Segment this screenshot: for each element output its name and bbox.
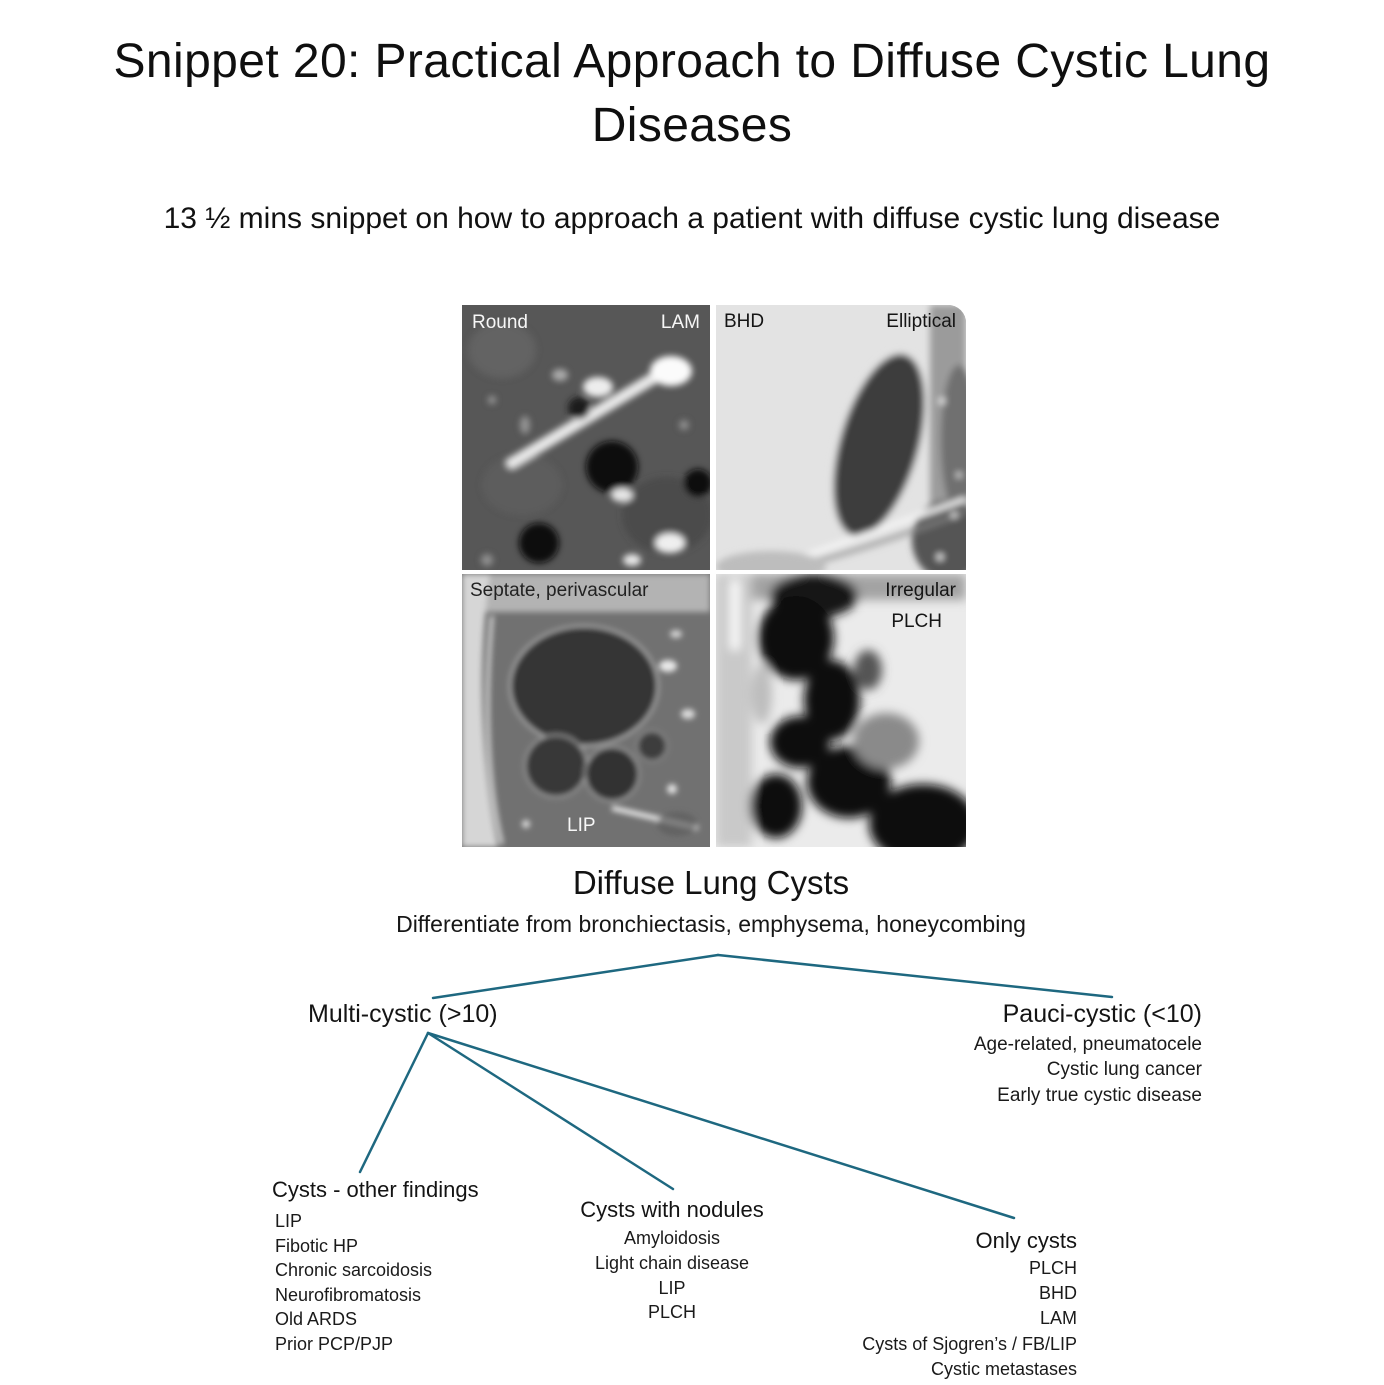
- other-findings-item: Chronic sarcoidosis: [275, 1260, 433, 1281]
- ct-label-elliptical: Elliptical: [886, 311, 956, 332]
- tree-line-to-other-findings: [360, 1033, 428, 1172]
- ct-panel-round-lam: [462, 305, 710, 570]
- ct-image-lip: [462, 574, 710, 847]
- ct-label-bhd: BHD: [724, 311, 765, 332]
- ct-label-round: Round: [472, 312, 528, 333]
- tree-line-to-cysts-with-nodules: [428, 1033, 673, 1189]
- only-cysts-item: LAM: [1039, 1308, 1077, 1329]
- cysts-with-nodules-items: [512, 1226, 832, 1325]
- cysts-with-nodules-item: LIP: [658, 1277, 686, 1298]
- branch-multicystic-label: Multi-cystic (>10): [308, 1000, 498, 1028]
- diagram-subtitle: Differentiate from bronchiectasis, emphysema, honeycombing: [396, 911, 1026, 937]
- only-cysts-item: Cystic metastases: [930, 1358, 1077, 1379]
- only-cysts-heading: Only cysts: [975, 1228, 1077, 1253]
- tree-line-to-multicystic: [433, 955, 718, 998]
- paucicystic-item: Cystic lung cancer: [1046, 1059, 1202, 1081]
- tree-line-to-paucicystic: [718, 955, 1112, 997]
- diagram-title: Diffuse Lung Cysts: [572, 864, 850, 901]
- ct-label-septate-perivascular: Septate, perivascular: [470, 580, 649, 601]
- other-findings-item: Old ARDS: [275, 1309, 358, 1330]
- only-cysts-items: [862, 1256, 1077, 1382]
- cysts-with-nodules-item: Light chain disease: [594, 1252, 750, 1273]
- ct-label-plch: PLCH: [891, 611, 942, 632]
- page-subtitle: 13 ½ mins snippet on how to approach a patient with diffuse cystic lung disease: [163, 202, 1221, 235]
- other-findings-item: Prior PCP/PJP: [275, 1333, 394, 1354]
- cysts-with-nodules-item: Amyloidosis: [623, 1228, 721, 1248]
- only-cysts-item: PLCH: [1028, 1258, 1077, 1278]
- only-cysts-item: Cysts of Sjogren’s / FB/LIP: [862, 1333, 1077, 1354]
- other-findings-item: Neurofibromatosis: [275, 1284, 422, 1305]
- other-findings-item: Fibotic HP: [275, 1235, 359, 1256]
- other-findings-item: LIP: [275, 1211, 303, 1231]
- tree-line-to-only-cysts: [428, 1033, 1014, 1218]
- other-findings-heading: Cysts - other findings: [272, 1177, 479, 1202]
- ct-image-bhd: [716, 305, 966, 570]
- ct-label-irregular: Irregular: [885, 580, 956, 601]
- only-cysts-item: BHD: [1038, 1283, 1077, 1304]
- cysts-with-nodules-heading: Cysts with nodules: [580, 1197, 764, 1222]
- cysts-with-nodules-item: PLCH: [647, 1302, 696, 1323]
- ct-panel-irregular-plch: [716, 574, 966, 847]
- ct-panel-bhd-elliptical: [716, 305, 966, 570]
- paucicystic-item: Early true cystic disease: [997, 1084, 1202, 1106]
- ct-figure: [462, 305, 966, 847]
- ct-label-lip: LIP: [567, 815, 596, 836]
- paucicystic-items: [974, 1032, 1202, 1108]
- ct-panel-septate-lip: [462, 574, 710, 847]
- ct-label-lam: LAM: [660, 312, 700, 333]
- other-findings-items: [275, 1209, 432, 1357]
- branch-paucicystic-label: Pauci-cystic (<10): [1002, 1000, 1202, 1028]
- paucicystic-item: Age-related, pneumatocele: [973, 1034, 1202, 1055]
- ct-image-lam: [462, 305, 710, 570]
- page-title: Snippet 20: Practical Approach to Diffuse Cystic Lung Diseases: [113, 35, 1271, 152]
